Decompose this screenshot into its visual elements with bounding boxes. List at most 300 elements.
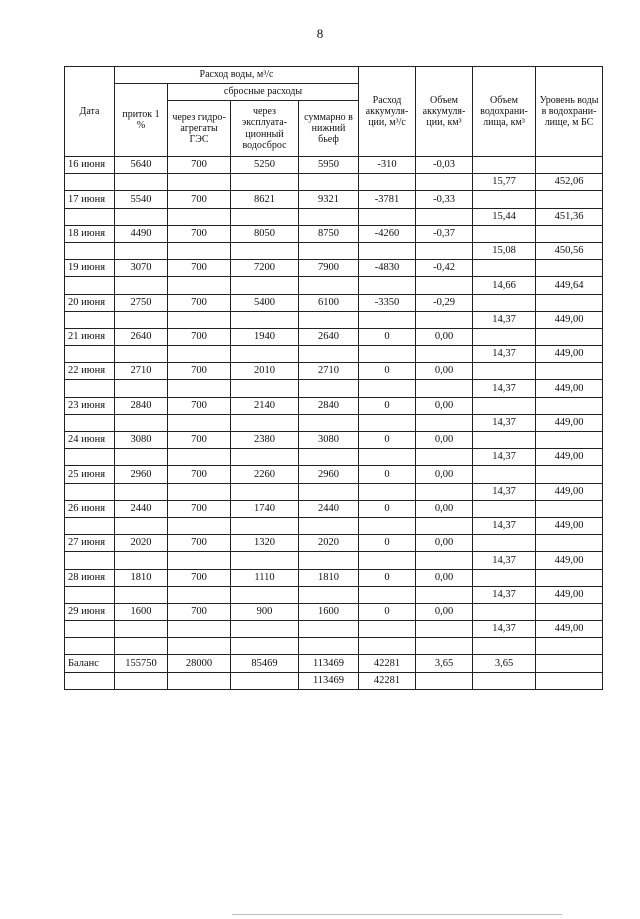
- cell-total: [299, 517, 359, 534]
- cell-inflow: 2840: [115, 397, 168, 414]
- cell-level: [536, 500, 603, 517]
- cell-hpp: [168, 242, 231, 259]
- table-row: [65, 672, 603, 689]
- cell-hpp: [168, 414, 231, 431]
- table-body: [65, 157, 603, 690]
- cell-inflow: [115, 380, 168, 397]
- header-date: Дата: [65, 67, 115, 157]
- cell-level: [536, 672, 603, 689]
- cell-spillway: 2260: [231, 466, 299, 483]
- cell-acc_vol: 0,00: [416, 500, 473, 517]
- cell-inflow: 2440: [115, 500, 168, 517]
- water-balance-table: [64, 66, 603, 690]
- cell-date: 25 июня: [65, 466, 115, 483]
- cell-spillway: [231, 414, 299, 431]
- cell-res_vol: [473, 500, 536, 517]
- cell-inflow: 2750: [115, 294, 168, 311]
- cell-date: [65, 208, 115, 225]
- header-inflow: приток 1 %: [115, 84, 168, 157]
- page-edge-line: [232, 914, 562, 915]
- cell-date: [65, 483, 115, 500]
- cell-total: [299, 552, 359, 569]
- cell-acc_vol: -0,42: [416, 260, 473, 277]
- cell-inflow: [115, 311, 168, 328]
- cell-acc_vol: [416, 208, 473, 225]
- cell-acc_flow: 0: [359, 363, 416, 380]
- cell-acc_vol: 0,00: [416, 432, 473, 449]
- cell-inflow: [115, 552, 168, 569]
- table-row: [65, 380, 603, 397]
- cell-spillway: 1320: [231, 535, 299, 552]
- cell-acc_vol: [416, 449, 473, 466]
- cell-acc_vol: [416, 517, 473, 534]
- table-row: [65, 191, 603, 208]
- cell-hpp: 700: [168, 294, 231, 311]
- cell-acc_vol: 0,00: [416, 466, 473, 483]
- cell-res_vol: 14,66: [473, 277, 536, 294]
- cell-acc_vol: [416, 586, 473, 603]
- cell-acc_flow: [359, 586, 416, 603]
- cell-acc_flow: [359, 517, 416, 534]
- cell-date: [65, 242, 115, 259]
- cell-date: 23 июня: [65, 397, 115, 414]
- cell-spillway: 2140: [231, 397, 299, 414]
- table-row: [65, 483, 603, 500]
- cell-date: 21 июня: [65, 328, 115, 345]
- cell-total: 2440: [299, 500, 359, 517]
- cell-res_vol: [473, 397, 536, 414]
- cell-inflow: 2640: [115, 328, 168, 345]
- cell-res_vol: 14,37: [473, 311, 536, 328]
- cell-inflow: [115, 242, 168, 259]
- cell-hpp: 700: [168, 260, 231, 277]
- cell-level: [536, 294, 603, 311]
- cell-total: [299, 174, 359, 191]
- cell-level: 449,00: [536, 311, 603, 328]
- cell-res_vol: [473, 638, 536, 655]
- cell-spillway: 5400: [231, 294, 299, 311]
- cell-total: [299, 277, 359, 294]
- cell-res_vol: 14,37: [473, 483, 536, 500]
- cell-date: [65, 517, 115, 534]
- cell-total: 1810: [299, 569, 359, 586]
- cell-level: 449,00: [536, 586, 603, 603]
- cell-inflow: 1810: [115, 569, 168, 586]
- cell-level: 452,06: [536, 174, 603, 191]
- cell-inflow: 5540: [115, 191, 168, 208]
- cell-level: 449,00: [536, 449, 603, 466]
- cell-level: 449,64: [536, 277, 603, 294]
- cell-inflow: [115, 174, 168, 191]
- page-number: 8: [316, 26, 324, 41]
- cell-acc_flow: [359, 638, 416, 655]
- cell-hpp: [168, 380, 231, 397]
- cell-acc_flow: [359, 621, 416, 638]
- cell-spillway: 8050: [231, 225, 299, 242]
- cell-level: 449,00: [536, 414, 603, 431]
- cell-res_vol: 3,65: [473, 655, 536, 672]
- cell-spillway: 2010: [231, 363, 299, 380]
- cell-hpp: [168, 346, 231, 363]
- cell-date: [65, 449, 115, 466]
- cell-res_vol: 15,44: [473, 208, 536, 225]
- cell-inflow: [115, 449, 168, 466]
- cell-level: 449,00: [536, 346, 603, 363]
- cell-acc_flow: [359, 380, 416, 397]
- cell-hpp: 700: [168, 397, 231, 414]
- table-row: [65, 363, 603, 380]
- cell-date: [65, 380, 115, 397]
- cell-level: 449,00: [536, 621, 603, 638]
- cell-acc_vol: [416, 380, 473, 397]
- cell-res_vol: 14,37: [473, 517, 536, 534]
- table-row: [65, 260, 603, 277]
- cell-acc_vol: 0,00: [416, 569, 473, 586]
- cell-spillway: 1940: [231, 328, 299, 345]
- cell-inflow: 3070: [115, 260, 168, 277]
- cell-inflow: 1600: [115, 603, 168, 620]
- cell-level: [536, 363, 603, 380]
- cell-res_vol: 14,37: [473, 380, 536, 397]
- cell-inflow: 3080: [115, 432, 168, 449]
- cell-spillway: [231, 346, 299, 363]
- cell-acc_flow: [359, 208, 416, 225]
- cell-acc_flow: -4830: [359, 260, 416, 277]
- table-row: [65, 552, 603, 569]
- table-row: [65, 449, 603, 466]
- cell-level: [536, 466, 603, 483]
- cell-level: 451,36: [536, 208, 603, 225]
- cell-level: [536, 260, 603, 277]
- table-row: [65, 517, 603, 534]
- cell-spillway: 7200: [231, 260, 299, 277]
- cell-date: 19 июня: [65, 260, 115, 277]
- cell-spillway: [231, 174, 299, 191]
- cell-total: 113469: [299, 655, 359, 672]
- cell-res_vol: [473, 260, 536, 277]
- cell-level: [536, 432, 603, 449]
- cell-res_vol: [473, 569, 536, 586]
- cell-date: [65, 277, 115, 294]
- cell-date: [65, 414, 115, 431]
- cell-acc_flow: -3350: [359, 294, 416, 311]
- cell-acc_flow: [359, 174, 416, 191]
- cell-spillway: [231, 380, 299, 397]
- cell-inflow: [115, 638, 168, 655]
- table-row: [65, 655, 603, 672]
- cell-acc_vol: [416, 311, 473, 328]
- cell-acc_flow: 42281: [359, 672, 416, 689]
- cell-acc_vol: [416, 346, 473, 363]
- cell-hpp: 700: [168, 569, 231, 586]
- cell-hpp: [168, 638, 231, 655]
- cell-hpp: [168, 449, 231, 466]
- cell-res_vol: [473, 157, 536, 174]
- cell-hpp: [168, 586, 231, 603]
- cell-spillway: 85469: [231, 655, 299, 672]
- cell-acc_vol: -0,29: [416, 294, 473, 311]
- cell-spillway: [231, 552, 299, 569]
- cell-acc_flow: [359, 277, 416, 294]
- cell-level: [536, 328, 603, 345]
- cell-total: [299, 242, 359, 259]
- cell-res_vol: 14,37: [473, 552, 536, 569]
- cell-hpp: 700: [168, 432, 231, 449]
- cell-date: 22 июня: [65, 363, 115, 380]
- cell-inflow: [115, 414, 168, 431]
- cell-hpp: 700: [168, 191, 231, 208]
- header-through-spillway: через эксплуата-ционный водосброс: [231, 101, 299, 157]
- table-row: [65, 603, 603, 620]
- cell-date: 27 июня: [65, 535, 115, 552]
- cell-date: [65, 621, 115, 638]
- table-row: [65, 174, 603, 191]
- cell-total: 113469: [299, 672, 359, 689]
- cell-level: [536, 603, 603, 620]
- cell-level: [536, 225, 603, 242]
- cell-level: 449,00: [536, 380, 603, 397]
- cell-hpp: 700: [168, 157, 231, 174]
- cell-spillway: 2380: [231, 432, 299, 449]
- table-row: [65, 328, 603, 345]
- cell-spillway: [231, 208, 299, 225]
- cell-level: 449,00: [536, 552, 603, 569]
- cell-inflow: 2710: [115, 363, 168, 380]
- cell-spillway: 1740: [231, 500, 299, 517]
- cell-acc_vol: 0,00: [416, 535, 473, 552]
- cell-date: 28 июня: [65, 569, 115, 586]
- cell-date: Баланс: [65, 655, 115, 672]
- cell-acc_vol: 0,00: [416, 603, 473, 620]
- cell-total: 3080: [299, 432, 359, 449]
- cell-hpp: 28000: [168, 655, 231, 672]
- cell-date: [65, 586, 115, 603]
- cell-res_vol: 14,37: [473, 449, 536, 466]
- header-discharges: сбросные расходы: [168, 84, 359, 101]
- cell-spillway: [231, 277, 299, 294]
- header-total-downstream: суммарно в нижний бьеф: [299, 101, 359, 157]
- cell-spillway: [231, 586, 299, 603]
- table-row: [65, 157, 603, 174]
- cell-acc_vol: 3,65: [416, 655, 473, 672]
- cell-acc_flow: 0: [359, 397, 416, 414]
- table-row: [65, 432, 603, 449]
- cell-spillway: [231, 517, 299, 534]
- table-row: [65, 242, 603, 259]
- table-row: [65, 638, 603, 655]
- cell-acc_vol: [416, 672, 473, 689]
- cell-spillway: [231, 638, 299, 655]
- cell-acc_flow: [359, 483, 416, 500]
- cell-acc_vol: [416, 414, 473, 431]
- cell-inflow: [115, 621, 168, 638]
- cell-acc_flow: [359, 449, 416, 466]
- cell-total: 8750: [299, 225, 359, 242]
- cell-res_vol: [473, 672, 536, 689]
- cell-hpp: [168, 672, 231, 689]
- cell-level: [536, 191, 603, 208]
- cell-spillway: [231, 311, 299, 328]
- cell-date: [65, 638, 115, 655]
- cell-total: [299, 311, 359, 328]
- cell-res_vol: [473, 294, 536, 311]
- cell-total: [299, 621, 359, 638]
- cell-acc_flow: [359, 311, 416, 328]
- cell-hpp: 700: [168, 535, 231, 552]
- table-row: [65, 346, 603, 363]
- cell-res_vol: 14,37: [473, 414, 536, 431]
- header-reservoir-volume: Объем водохрани-лища, км³: [473, 67, 536, 157]
- cell-hpp: [168, 517, 231, 534]
- cell-total: [299, 380, 359, 397]
- cell-hpp: [168, 208, 231, 225]
- cell-total: [299, 414, 359, 431]
- cell-spillway: 900: [231, 603, 299, 620]
- cell-inflow: 155750: [115, 655, 168, 672]
- cell-hpp: 700: [168, 500, 231, 517]
- cell-total: 9321: [299, 191, 359, 208]
- cell-date: 16 июня: [65, 157, 115, 174]
- cell-hpp: [168, 174, 231, 191]
- cell-acc_vol: -0,03: [416, 157, 473, 174]
- cell-total: [299, 208, 359, 225]
- cell-total: 2840: [299, 397, 359, 414]
- cell-res_vol: 14,37: [473, 621, 536, 638]
- cell-spillway: [231, 449, 299, 466]
- cell-acc_flow: [359, 346, 416, 363]
- cell-acc_flow: 0: [359, 328, 416, 345]
- cell-res_vol: [473, 191, 536, 208]
- cell-acc_flow: 42281: [359, 655, 416, 672]
- cell-inflow: [115, 672, 168, 689]
- cell-acc_vol: [416, 174, 473, 191]
- cell-inflow: 4490: [115, 225, 168, 242]
- cell-acc_vol: -0,37: [416, 225, 473, 242]
- cell-total: 5950: [299, 157, 359, 174]
- cell-spillway: 1110: [231, 569, 299, 586]
- cell-inflow: 5640: [115, 157, 168, 174]
- cell-inflow: [115, 346, 168, 363]
- cell-total: [299, 638, 359, 655]
- cell-level: [536, 157, 603, 174]
- cell-acc_vol: [416, 552, 473, 569]
- cell-level: 449,00: [536, 483, 603, 500]
- cell-acc_flow: 0: [359, 500, 416, 517]
- cell-date: [65, 672, 115, 689]
- header-through-hpp: через гидро-агрегаты ГЭС: [168, 101, 231, 157]
- table-row: [65, 311, 603, 328]
- cell-level: 449,00: [536, 517, 603, 534]
- cell-acc_vol: [416, 277, 473, 294]
- cell-level: 450,56: [536, 242, 603, 259]
- cell-acc_flow: -4260: [359, 225, 416, 242]
- cell-inflow: [115, 586, 168, 603]
- cell-acc_flow: 0: [359, 603, 416, 620]
- cell-date: 20 июня: [65, 294, 115, 311]
- cell-acc_vol: [416, 621, 473, 638]
- cell-spillway: [231, 621, 299, 638]
- cell-hpp: [168, 311, 231, 328]
- table-row: [65, 569, 603, 586]
- cell-acc_vol: [416, 242, 473, 259]
- cell-inflow: [115, 208, 168, 225]
- table-row: [65, 397, 603, 414]
- cell-acc_flow: [359, 414, 416, 431]
- cell-date: 18 июня: [65, 225, 115, 242]
- cell-acc_flow: -310: [359, 157, 416, 174]
- cell-date: [65, 346, 115, 363]
- cell-spillway: [231, 672, 299, 689]
- table-row: [65, 414, 603, 431]
- cell-inflow: [115, 517, 168, 534]
- table-row: [65, 535, 603, 552]
- table-row: [65, 277, 603, 294]
- cell-res_vol: 14,37: [473, 586, 536, 603]
- cell-hpp: [168, 483, 231, 500]
- cell-date: [65, 174, 115, 191]
- cell-hpp: 700: [168, 363, 231, 380]
- table-row: [65, 225, 603, 242]
- cell-acc_flow: 0: [359, 569, 416, 586]
- cell-total: [299, 483, 359, 500]
- cell-acc_flow: [359, 552, 416, 569]
- cell-res_vol: [473, 225, 536, 242]
- cell-res_vol: [473, 432, 536, 449]
- cell-inflow: [115, 483, 168, 500]
- cell-spillway: [231, 242, 299, 259]
- cell-acc_vol: 0,00: [416, 397, 473, 414]
- header-accumulation-flow: Расход аккумуля-ции, м³/с: [359, 67, 416, 157]
- cell-acc_vol: -0,33: [416, 191, 473, 208]
- cell-date: 24 июня: [65, 432, 115, 449]
- cell-acc_flow: -3781: [359, 191, 416, 208]
- table-row: [65, 466, 603, 483]
- table-row: [65, 586, 603, 603]
- cell-acc_vol: 0,00: [416, 328, 473, 345]
- header-accumulation-volume: Объем аккумуля-ции, км³: [416, 67, 473, 157]
- cell-total: 6100: [299, 294, 359, 311]
- cell-inflow: 2020: [115, 535, 168, 552]
- cell-hpp: [168, 621, 231, 638]
- cell-date: 26 июня: [65, 500, 115, 517]
- table-row: [65, 294, 603, 311]
- cell-total: [299, 586, 359, 603]
- cell-spillway: 8621: [231, 191, 299, 208]
- cell-total: 2640: [299, 328, 359, 345]
- cell-acc_flow: [359, 242, 416, 259]
- cell-acc_vol: 0,00: [416, 363, 473, 380]
- cell-total: [299, 346, 359, 363]
- cell-level: [536, 397, 603, 414]
- table-row: [65, 208, 603, 225]
- cell-res_vol: 15,08: [473, 242, 536, 259]
- cell-res_vol: 15,77: [473, 174, 536, 191]
- cell-spillway: 5250: [231, 157, 299, 174]
- header-water-flow: Расход воды, м³/с: [115, 67, 359, 84]
- cell-res_vol: [473, 603, 536, 620]
- cell-hpp: 700: [168, 328, 231, 345]
- cell-total: 2020: [299, 535, 359, 552]
- table-row: [65, 621, 603, 638]
- cell-acc_vol: [416, 483, 473, 500]
- cell-date: [65, 552, 115, 569]
- cell-total: [299, 449, 359, 466]
- cell-hpp: [168, 277, 231, 294]
- cell-inflow: [115, 277, 168, 294]
- cell-total: 2960: [299, 466, 359, 483]
- cell-acc_flow: 0: [359, 466, 416, 483]
- cell-acc_flow: 0: [359, 535, 416, 552]
